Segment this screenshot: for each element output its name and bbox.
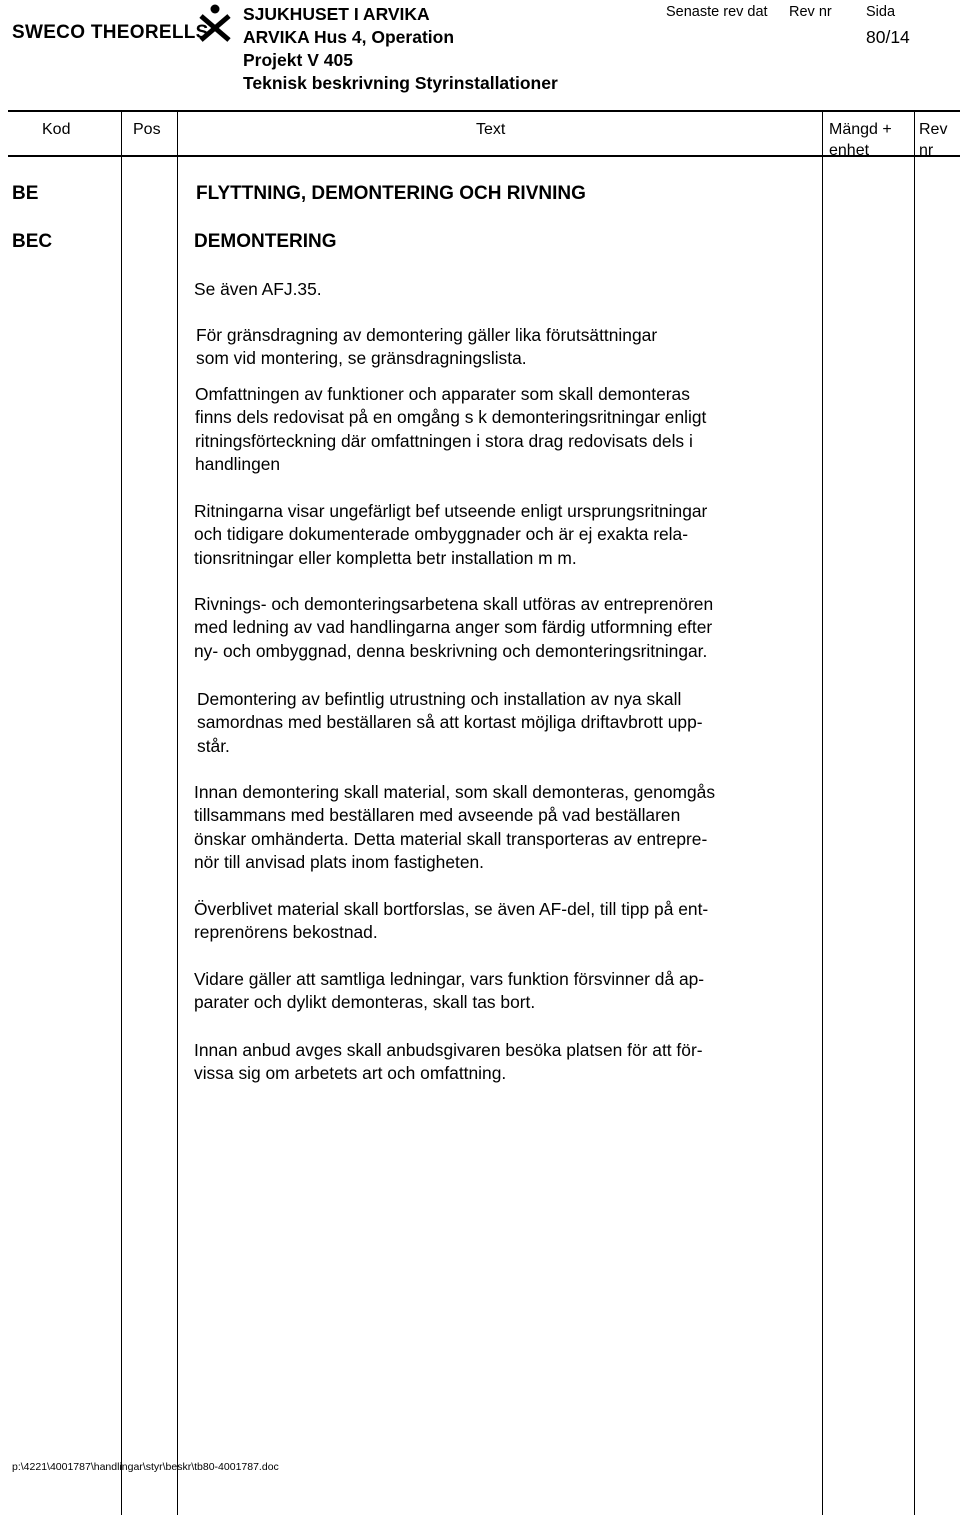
column-divider-mangd-rev [914,110,915,1515]
project-title-line-3: Projekt V 405 [243,50,353,70]
column-header-mangd-enhet: Mängd + enhet [829,121,892,159]
section-heading-bec: DEMONTERING [194,231,337,252]
company-logo-text: SWECO THEORELLS [12,22,209,43]
column-divider-kod-pos [121,110,122,1515]
project-title-line-2: ARVIKA Hus 4, Operation [243,27,455,47]
paragraph-scope: Omfattningen av funktioner och apparater som skall demonteras finns dels redovisat på en omgång s k demonteringsritningar enligt ritningsförteckning där omfattningen i stora drag redovisats dels i handlingen [195,384,707,474]
paragraph-coordination: Demontering av befintlig utrustning och installation av nya skall samordnas med beställaren så att kortast möjliga driftavbrott upp- står. [197,689,703,756]
paragraph-material-review: Innan demontering skall material, som skall demonteras, genomgås tillsammans med beställaren med avseende på vad beställaren önskar omhänderta. Detta material skall transporteras av entrepre- nör till anvisad plats inom fastigheten. [194,782,716,872]
senaste-rev-dat-label: Senaste rev dat [666,4,768,20]
project-title-line-4: Teknisk beskrivning Styrinstallationer [243,73,558,93]
paragraph-drawings: Ritningarna visar ungefärligt bef utseende enligt ursprungsritningar och tidigare dokumenterade ombyggnader och är ej exakta rela- tionsritningar eller kompletta betr installation m m. [194,501,708,568]
column-header-rev-nr: Rev nr [919,121,948,159]
header-bottom-rule [8,155,960,157]
column-header-pos: Pos [133,121,161,138]
sweco-logo-icon [198,4,232,42]
section-code-be: BE [12,183,39,204]
section-code-bec: BEC [12,231,53,252]
column-divider-pos-text [177,110,178,1515]
paragraph-cables-removal: Vidare gäller att samtliga ledningar, vars funktion försvinner då ap- parater och dylikt demonteras, skall tas bort. [194,969,705,1013]
section-heading-be: FLYTTNING, DEMONTERING OCH RIVNING [196,183,586,204]
file-path-footer: p:\4221\4001787\handlingar\styr\beskr\tb80-4001787.doc [12,1461,279,1473]
sida-label: Sida [866,4,896,20]
header-top-rule [8,110,960,112]
rev-nr-label: Rev nr [789,4,832,20]
project-title-line-1: SJUKHUSET I ARVIKA [243,4,430,24]
paragraph-site-visit: Innan anbud avges skall anbudsgivaren besöka platsen för att för- vissa sig om arbetets art och omfattning. [194,1040,703,1084]
paragraph-surplus-material: Överblivet material skall bortforslas, se även AF-del, till tipp på ent- reprenörens bekostnad. [194,899,709,943]
page-number: 80/14 [866,27,910,47]
column-header-kod: Kod [42,121,71,138]
paragraph-see-also: Se även AFJ.35. [194,279,322,299]
paragraph-boundary: För gränsdragning av demontering gäller lika förutsättningar som vid montering, se gränsdragningslista. [196,325,658,369]
paragraph-demolition-work: Rivnings- och demonteringsarbetena skall utföras av entreprenören med ledning av vad handlingarna anger som färdig utformning efter ny- och ombyggnad, denna beskrivning och demonteringsritningar. [194,594,714,661]
column-header-text: Text [476,121,506,138]
column-divider-text-mangd [822,110,823,1515]
